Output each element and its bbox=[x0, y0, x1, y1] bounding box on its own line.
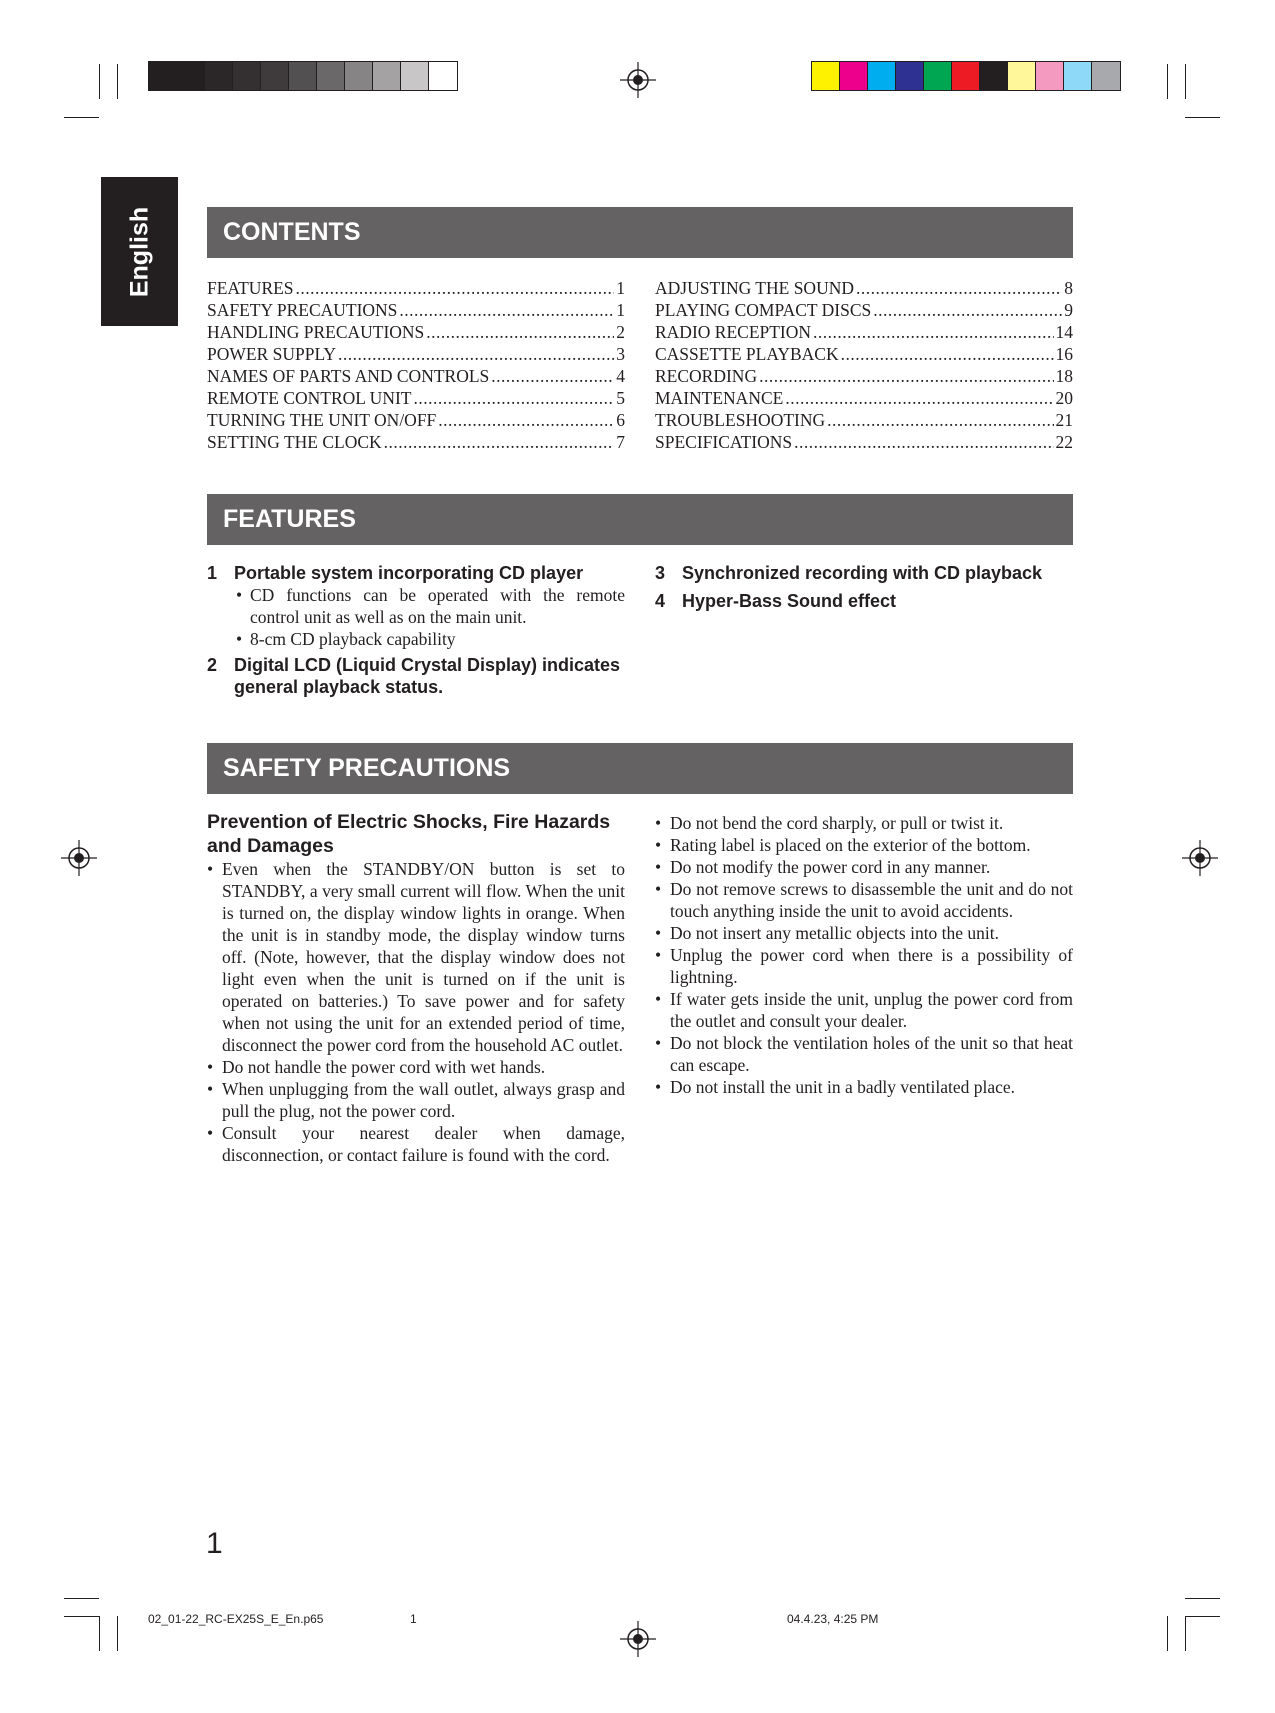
dot-leader bbox=[873, 299, 1062, 321]
feature-item bbox=[207, 654, 625, 698]
feature-bullet: • 8-cm CD playback capability bbox=[234, 628, 625, 650]
safety-bullet: • Do not modify the power cord in any manner. bbox=[655, 856, 1073, 878]
contents-entry-page: 2 bbox=[616, 322, 625, 342]
contents-entry bbox=[207, 299, 625, 321]
color-swatch bbox=[261, 62, 289, 90]
features-column-right bbox=[655, 562, 1073, 612]
feature-item bbox=[207, 562, 625, 650]
registration-mark-icon bbox=[61, 840, 97, 876]
safety-bullet: • Do not block the ventilation holes of the unit so that heat can escape. bbox=[655, 1032, 1073, 1076]
contents-heading: CONTENTS bbox=[207, 207, 1073, 258]
color-swatch bbox=[429, 62, 457, 90]
color-swatch bbox=[177, 62, 205, 90]
contents-entry bbox=[655, 409, 1073, 431]
registration-mark-icon bbox=[620, 1621, 656, 1657]
color-swatch bbox=[812, 62, 840, 90]
safety-subheading: Prevention of Electric Shocks, Fire Hazards and Damages bbox=[207, 811, 611, 857]
contents-entry-title: TROUBLESHOOTING bbox=[655, 410, 826, 430]
dot-leader bbox=[399, 299, 614, 321]
contents-entry-page: 16 bbox=[1055, 344, 1073, 364]
dot-leader bbox=[338, 343, 614, 365]
color-swatch bbox=[924, 62, 952, 90]
dot-leader bbox=[785, 387, 1053, 409]
contents-entry-page: 20 bbox=[1055, 388, 1073, 408]
cmyk-color-bar bbox=[811, 61, 1121, 91]
feature-title: Synchronized recording with CD playback bbox=[682, 563, 1043, 583]
safety-bullet: • Even when the STANDBY/ON button is set to STANDBY, a very small current will flow. When the unit is turned on, the display window lights in orange. When the unit is in standby mode, the display window turns off. (Note, however, that the display window does not light even when the unit is turned on if the unit is operated on batteries.) To save power and for safety when not using the unit for an extended period of time, disconnect the power cord from the household AC outlet. bbox=[207, 858, 625, 1056]
safety-bullet: • Do not handle the power cord with wet hands. bbox=[207, 1056, 625, 1078]
feature-bullet: • CD functions can be operated with the remote control unit as well as on the main unit. bbox=[234, 584, 625, 628]
safety-column-right bbox=[655, 812, 1073, 1098]
feature-title: Portable system incorporating CD player bbox=[234, 563, 584, 583]
language-tab-label: English bbox=[125, 206, 153, 297]
contents-entry-page: 9 bbox=[1064, 300, 1073, 320]
color-swatch bbox=[952, 62, 980, 90]
contents-entry-page: 8 bbox=[1064, 278, 1073, 298]
contents-entry bbox=[655, 387, 1073, 409]
color-swatch bbox=[1036, 62, 1064, 90]
color-swatch bbox=[205, 62, 233, 90]
dot-leader bbox=[438, 409, 614, 431]
contents-entry-title: REMOTE CONTROL UNIT bbox=[207, 388, 412, 408]
dot-leader bbox=[794, 431, 1053, 453]
color-swatch bbox=[896, 62, 924, 90]
contents-entry bbox=[655, 277, 1073, 299]
contents-entry-title: SPECIFICATIONS bbox=[655, 432, 793, 452]
language-tab bbox=[101, 177, 178, 326]
color-swatch bbox=[317, 62, 345, 90]
contents-entry bbox=[207, 431, 625, 453]
contents-entry bbox=[207, 321, 625, 343]
color-swatch bbox=[345, 62, 373, 90]
feature-item bbox=[655, 590, 1073, 612]
contents-entry-title: MAINTENANCE bbox=[655, 388, 784, 408]
contents-entry-page: 14 bbox=[1055, 322, 1073, 342]
dot-leader bbox=[813, 321, 1053, 343]
safety-bullet: • Do not install the unit in a badly ventilated place. bbox=[655, 1076, 1073, 1098]
contents-entry-page: 18 bbox=[1055, 366, 1073, 386]
contents-entry bbox=[655, 321, 1073, 343]
contents-entry bbox=[207, 365, 625, 387]
safety-bullet: • Consult your nearest dealer when damage, disconnection, or contact failure is found with the cord. bbox=[207, 1122, 625, 1166]
feature-number: 2 bbox=[207, 655, 218, 675]
dot-leader bbox=[841, 343, 1054, 365]
safety-column-left bbox=[207, 810, 625, 1166]
registration-mark-icon bbox=[1182, 840, 1218, 876]
contents-entry-title: SAFETY PRECAUTIONS bbox=[207, 300, 398, 320]
color-swatch bbox=[1092, 62, 1120, 90]
contents-entry-title: ADJUSTING THE SOUND bbox=[655, 278, 854, 298]
contents-list-right bbox=[655, 277, 1073, 453]
registration-mark-icon bbox=[620, 62, 656, 98]
grayscale-color-bar bbox=[148, 61, 458, 91]
safety-bullet: • When unplugging from the wall outlet, always grasp and pull the plug, not the power cord. bbox=[207, 1078, 625, 1122]
contents-entry-title: HANDLING PRECAUTIONS bbox=[207, 322, 425, 342]
color-swatch bbox=[401, 62, 429, 90]
contents-entry-title: RADIO RECEPTION bbox=[655, 322, 812, 342]
dot-leader bbox=[426, 321, 614, 343]
contents-entry-page: 21 bbox=[1055, 410, 1073, 430]
feature-title: Hyper-Bass Sound effect bbox=[682, 591, 897, 611]
contents-entry-page: 1 bbox=[616, 300, 625, 320]
contents-entry bbox=[655, 365, 1073, 387]
contents-entry-title: RECORDING bbox=[655, 366, 758, 386]
contents-entry-title: POWER SUPPLY bbox=[207, 344, 337, 364]
contents-entry-page: 3 bbox=[616, 344, 625, 364]
contents-entry bbox=[655, 431, 1073, 453]
feature-title: Digital LCD (Liquid Crystal Display) indicates general playback status. bbox=[234, 655, 621, 697]
dot-leader bbox=[759, 365, 1053, 387]
contents-entry-page: 7 bbox=[616, 432, 625, 452]
color-swatch bbox=[840, 62, 868, 90]
features-heading: FEATURES bbox=[207, 494, 1073, 545]
color-swatch bbox=[980, 62, 1008, 90]
contents-entry-title: CASSETTE PLAYBACK bbox=[655, 344, 839, 364]
contents-entry bbox=[207, 409, 625, 431]
contents-entry-page: 22 bbox=[1055, 432, 1073, 452]
contents-entry bbox=[655, 343, 1073, 365]
features-column-left bbox=[207, 562, 625, 698]
contents-entry-title: TURNING THE UNIT ON/OFF bbox=[207, 410, 437, 430]
dot-leader bbox=[827, 409, 1053, 431]
dot-leader bbox=[856, 277, 1062, 299]
contents-entry-title: PLAYING COMPACT DISCS bbox=[655, 300, 872, 320]
dot-leader bbox=[296, 277, 615, 299]
color-swatch bbox=[868, 62, 896, 90]
color-swatch bbox=[289, 62, 317, 90]
contents-entry-page: 1 bbox=[616, 278, 625, 298]
contents-entry-title: NAMES OF PARTS AND CONTROLS bbox=[207, 366, 490, 386]
contents-entry bbox=[207, 343, 625, 365]
dot-leader bbox=[384, 431, 615, 453]
feature-number: 1 bbox=[207, 563, 218, 583]
safety-bullet: • If water gets inside the unit, unplug the power cord from the outlet and consult your dealer. bbox=[655, 988, 1073, 1032]
color-swatch bbox=[1008, 62, 1036, 90]
color-swatch bbox=[233, 62, 261, 90]
contents-entry bbox=[207, 277, 625, 299]
contents-list-left bbox=[207, 277, 625, 453]
contents-entry-title: SETTING THE CLOCK bbox=[207, 432, 382, 452]
footer-timestamp: 04.4.23, 4:25 PM bbox=[787, 1612, 879, 1626]
feature-item bbox=[655, 562, 1073, 584]
contents-entry-page: 4 bbox=[616, 366, 625, 386]
dot-leader bbox=[491, 365, 614, 387]
footer-filename: 02_01-22_RC-EX25S_E_En.p65 bbox=[148, 1612, 324, 1626]
safety-bullet: • Do not insert any metallic objects into the unit. bbox=[655, 922, 1073, 944]
contents-entry-page: 6 bbox=[616, 410, 625, 430]
contents-entry bbox=[207, 387, 625, 409]
safety-bullet: • Do not remove screws to disassemble the unit and do not touch anything inside the unit to avoid accidents. bbox=[655, 878, 1073, 922]
page-number: 1 bbox=[206, 1527, 223, 1560]
safety-bullet: • Unplug the power cord when there is a possibility of lightning. bbox=[655, 944, 1073, 988]
footer-page: 1 bbox=[410, 1612, 417, 1626]
feature-number: 4 bbox=[655, 591, 666, 611]
color-swatch bbox=[1064, 62, 1092, 90]
dot-leader bbox=[413, 387, 614, 409]
safety-bullet: • Rating label is placed on the exterior of the bottom. bbox=[655, 834, 1073, 856]
safety-heading: SAFETY PRECAUTIONS bbox=[207, 743, 1073, 794]
color-swatch bbox=[373, 62, 401, 90]
color-swatch bbox=[149, 62, 177, 90]
safety-bullet: • Do not bend the cord sharply, or pull or twist it. bbox=[655, 812, 1073, 834]
contents-entry bbox=[655, 299, 1073, 321]
contents-entry-page: 5 bbox=[616, 388, 625, 408]
feature-number: 3 bbox=[655, 563, 666, 583]
contents-entry-title: FEATURES bbox=[207, 278, 294, 298]
